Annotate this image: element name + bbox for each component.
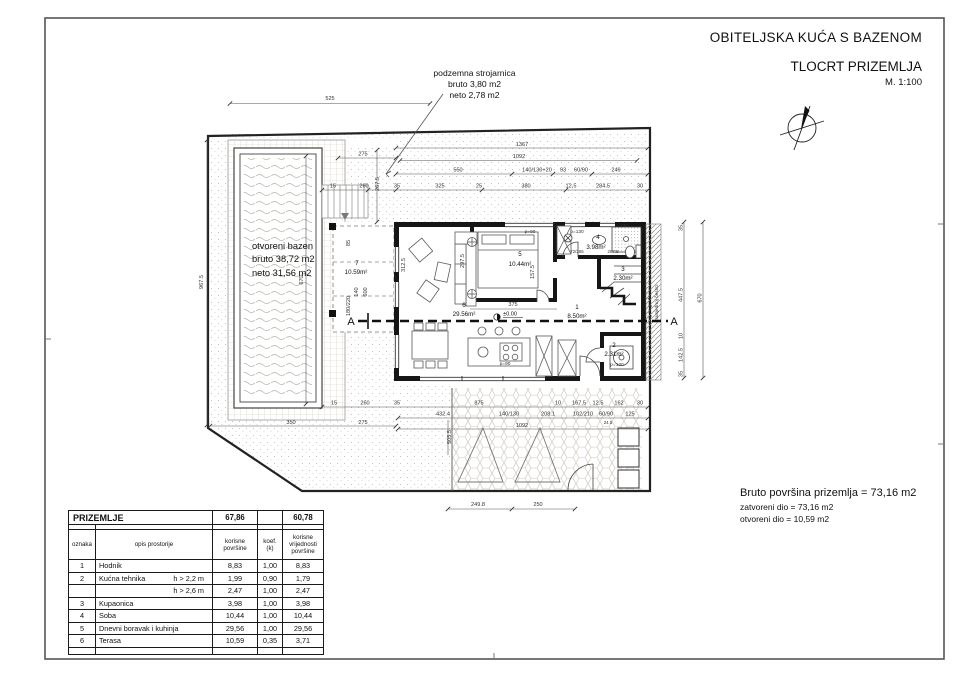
dim-label: 30: [636, 183, 644, 190]
section-label: A: [670, 316, 678, 328]
table-title: PRIZEMLJE: [69, 511, 213, 525]
dim-label: 125: [625, 411, 635, 418]
dim-label: 260: [359, 183, 369, 190]
terrace: [329, 222, 394, 332]
col-header: korisne površine: [213, 530, 258, 560]
dim-label: 60/90: [599, 411, 613, 418]
machinery-note-line1: podzemna strojarnica: [433, 68, 516, 78]
table-row: 3 Kupaonica 3,98 1,00 3,98: [69, 597, 324, 610]
dim-label: 447.5: [678, 288, 685, 302]
dim-label: 162: [614, 400, 624, 407]
dim-label: 267.5: [375, 177, 381, 191]
dim-label: 35: [678, 224, 685, 232]
dim-label: 35: [678, 370, 685, 378]
dim-label: 600: [363, 287, 369, 297]
col-header: koef. (k): [258, 530, 283, 560]
dim-label: 1092: [512, 154, 526, 160]
dim-label: 297.5: [460, 254, 466, 268]
dim-label: 24.5: [603, 420, 613, 425]
dim-label: 505.5: [447, 430, 453, 444]
dim-label: 249: [611, 167, 621, 174]
dim-label: 525: [325, 96, 335, 102]
col-header: oznaka: [69, 530, 96, 560]
room-number: 4: [596, 234, 600, 241]
area-table: [68, 510, 324, 655]
dim-label: 93: [559, 167, 567, 174]
dim-label: 140/130+20: [522, 167, 552, 174]
dim-label: 25: [475, 183, 483, 190]
total-vrijednosti: 60,78: [283, 511, 324, 525]
room-number: 7: [355, 260, 359, 267]
parapet-label: p=90: [524, 230, 536, 235]
dim-label: 142.5: [678, 348, 685, 362]
dim-label: 180/220: [346, 295, 352, 317]
room-number: 3: [621, 266, 625, 273]
dim-label: 275: [358, 151, 368, 158]
table-row: 6 Terasa 10,59 0,35 3,71: [69, 635, 324, 648]
table-row: 4 Soba 10,44 1,00 10,44: [69, 610, 324, 623]
col-header: korisne vrijednosti površine: [283, 530, 324, 560]
dim-label: 1367: [515, 142, 529, 148]
dim-label: 375: [508, 302, 518, 308]
machinery-note-line2: bruto 3,80 m2: [447, 79, 502, 89]
dim-label: 35: [393, 400, 401, 407]
dim-label: 10: [554, 400, 562, 407]
dim-label: 167.5: [572, 400, 586, 407]
pool-note-line1: otvoreni bazen: [252, 241, 313, 251]
room-area: 29.56m²: [452, 311, 476, 318]
dim-label: 12.5: [592, 400, 604, 407]
dim-label: 432.4: [436, 411, 450, 418]
level-value: ±0.00: [503, 311, 517, 318]
dim-label: 312.5: [401, 258, 407, 272]
room-area: 2.31m²: [604, 351, 624, 358]
table-row: h > 2,6 m 2,47 1,00 2,47: [69, 585, 324, 598]
dim-label: 380: [521, 183, 531, 190]
north-compass-icon: [780, 106, 824, 150]
drawing-scale: M. 1:100: [885, 77, 922, 88]
dim-label: 208.1: [541, 411, 555, 418]
parapet-label: p=130: [610, 363, 624, 368]
dim-label: 284.5: [596, 183, 610, 190]
summary-bruto: Bruto površina prizemlja = 73,16 m2: [740, 487, 917, 499]
dim-label: 967.5: [199, 275, 205, 289]
pool-note-line2: bruto 38,72 m2: [252, 254, 315, 265]
room-area: 8.50m²: [567, 313, 587, 320]
project-title: OBITELJSKA KUĆA S BAZENOM: [709, 30, 922, 45]
room-number: 2: [612, 342, 616, 349]
dim-label: 85: [346, 239, 352, 247]
dim-label: 550: [453, 167, 463, 174]
dim-label: 1092: [515, 423, 529, 429]
dim-label: 35: [393, 183, 401, 190]
dim-label: 275: [358, 420, 368, 426]
room-area: 3.98m²: [586, 244, 606, 251]
dim-label: 10: [678, 332, 685, 340]
dim-label: 30: [636, 400, 644, 407]
parapet-label: p=130: [570, 230, 584, 235]
table-row: 1 Hodnik 8,83 1,00 8,83: [69, 560, 324, 573]
room-number: 5: [518, 251, 522, 258]
parapet-label: p=90: [499, 362, 511, 367]
col-header: opis prostorije: [96, 530, 213, 560]
dim-label: 140: [354, 287, 360, 297]
summary-otvoreni: otvoreni dio = 10,59 m2: [740, 513, 830, 524]
table-header-row: [69, 530, 324, 560]
area-summary: [740, 487, 916, 525]
room-number: 6: [462, 302, 466, 309]
dim-label: 72/265: [570, 249, 584, 254]
dim-label: 670: [299, 275, 305, 285]
dim-label: 130: [620, 223, 628, 228]
machinery-note: [402, 68, 547, 101]
dim-label: 102/210: [572, 411, 594, 418]
dim-label: 15: [330, 400, 338, 407]
room-area: 10.44m²: [508, 261, 532, 268]
dim-label: 325: [435, 183, 445, 190]
summary-zatvoreni: zatvoreni dio = 73,16 m2: [740, 502, 834, 512]
neighbor-note-line2: susjednoj čestici: [655, 284, 660, 320]
room-area: 2.30m²: [613, 275, 633, 282]
waste-bins: [618, 428, 639, 488]
dim-label: 15: [329, 183, 337, 190]
dim-label: 249.8: [471, 502, 485, 508]
dim-label: 12,5: [565, 183, 577, 190]
drawing-title: TLOCRT PRIZEMLJA: [790, 59, 922, 74]
table-row: 5 Dnevni boravak i kuhinja 29,56 1,00 29,56: [69, 622, 324, 635]
section-label: A: [347, 316, 355, 328]
table-row: 2 Kućna tehnika h > 2,2 m 1,99 0,90 1,79: [69, 572, 324, 585]
room-number: 1: [575, 304, 579, 311]
dim-label: 875: [474, 400, 484, 407]
dim-label: 157.5: [530, 265, 536, 279]
table-spacer-row: [69, 647, 324, 654]
machinery-note-line3: neto 2,78 m2: [449, 90, 500, 100]
dim-label: 670: [697, 293, 704, 303]
pool-note: [252, 240, 315, 280]
neighbor-strip: [646, 224, 661, 380]
dim-label: 260: [360, 400, 370, 407]
dim-label: 350: [286, 420, 296, 426]
neighbor-note-line1: spoj na građevinu na: [648, 279, 653, 325]
dim-label: 250: [533, 502, 543, 508]
table-title-row: [69, 511, 324, 525]
dim-label: 207.5: [607, 249, 619, 254]
total-korisne: 67,86: [213, 511, 258, 525]
room-area: 10.59m²: [344, 269, 368, 276]
title-block: [710, 30, 922, 88]
dim-label: 60/90: [574, 167, 588, 174]
dim-label: 140/130: [498, 411, 520, 418]
pool-note-line3: neto 31,56 m2: [252, 267, 312, 278]
